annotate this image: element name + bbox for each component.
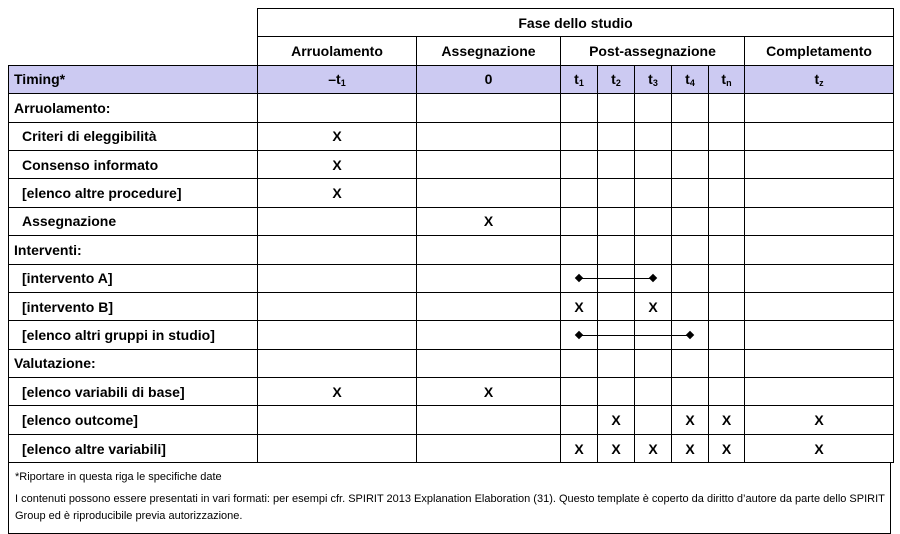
diamond-start-marker (575, 331, 583, 339)
timing-row (9, 65, 894, 93)
cell-t4 (672, 321, 709, 349)
cell-enrollment (258, 434, 417, 462)
section-row (9, 94, 894, 122)
cell-closeout (745, 122, 894, 150)
cell-closeout (745, 179, 894, 207)
cell-allocation (417, 150, 561, 178)
cell-t1: X (561, 292, 598, 320)
cell-t2 (598, 150, 635, 178)
table-row (9, 207, 894, 235)
cell-t4 (672, 264, 709, 292)
table-row (9, 434, 894, 462)
cell-t1 (561, 378, 598, 406)
timing-sub: 4 (689, 77, 695, 88)
cell-t4 (672, 292, 709, 320)
diamond-start-marker (575, 274, 583, 282)
corner-blank-cell (9, 9, 258, 37)
cell-closeout (745, 321, 894, 349)
cell-tn (709, 378, 745, 406)
cell-enrollment (258, 264, 417, 292)
timing-sub: z (819, 77, 824, 88)
cell-enrollment (258, 321, 417, 349)
cell-tn (709, 264, 745, 292)
table-row (9, 292, 894, 320)
timing-enrollment (258, 65, 417, 93)
section-title-enrollment: Arruolamento: (9, 94, 258, 122)
cell-enrollment: X (258, 378, 417, 406)
cell-tn (709, 292, 745, 320)
cell-allocation (417, 406, 561, 434)
timing-base: t (574, 70, 579, 87)
cell-t1 (561, 179, 598, 207)
cell-tn (709, 122, 745, 150)
phase-title: Fase dello studio (258, 9, 894, 37)
cell-tn (709, 321, 745, 349)
cell-t2 (598, 122, 635, 150)
cell-t3 (635, 150, 672, 178)
phase-enrollment: Arruolamento (258, 37, 417, 65)
cell-t3 (635, 179, 672, 207)
cell-t1 (561, 122, 598, 150)
cell-t2: X (598, 406, 635, 434)
cell-t1 (561, 207, 598, 235)
cell-closeout (745, 207, 894, 235)
diamond-end-marker (686, 331, 694, 339)
table-row (9, 321, 894, 349)
phase-post-allocation: Post-assegnazione (561, 37, 745, 65)
cell-t1: X (561, 434, 598, 462)
section-title-assessments: Valutazione: (9, 349, 258, 377)
cell-t3: X (635, 434, 672, 462)
table-row (9, 378, 894, 406)
timing-enrollment-base: –t (328, 70, 341, 87)
cell-enrollment: X (258, 150, 417, 178)
timing-base: t (648, 70, 653, 87)
cell-t4 (672, 150, 709, 178)
cell-t4 (672, 179, 709, 207)
cell-allocation (417, 122, 561, 150)
row-label: Consenso informato (9, 150, 258, 178)
timing-closeout (745, 65, 894, 93)
row-label: [intervento B] (9, 292, 258, 320)
cell-t3 (635, 378, 672, 406)
timing-t1 (561, 65, 598, 93)
table-row (9, 264, 894, 292)
cell-tn (709, 179, 745, 207)
table-row (9, 150, 894, 178)
spirit-schedule-figure (8, 8, 893, 534)
cell-t4 (672, 122, 709, 150)
cell-allocation (417, 179, 561, 207)
cell-enrollment: X (258, 179, 417, 207)
cell-closeout (745, 292, 894, 320)
cell-t1 (561, 321, 598, 349)
cell-tn: X (709, 406, 745, 434)
footnote-box (8, 463, 891, 534)
corner-blank-cell (9, 37, 258, 65)
cell-enrollment (258, 207, 417, 235)
timing-enrollment-sub: 1 (340, 77, 346, 88)
cell-allocation: X (417, 378, 561, 406)
cell-allocation (417, 292, 561, 320)
cell-t4: X (672, 406, 709, 434)
row-label: Criteri di eleggibilità (9, 122, 258, 150)
cell-t3 (635, 207, 672, 235)
cell-enrollment (258, 406, 417, 434)
timing-footnote: *Riportare in questa riga le specifiche date (15, 471, 222, 484)
row-label: [elenco altri gruppi in studio] (9, 321, 258, 349)
cell-t1 (561, 150, 598, 178)
row-label: [elenco altre variabili] (9, 434, 258, 462)
timing-base: t (721, 70, 727, 87)
cell-tn (709, 150, 745, 178)
table-row (9, 406, 894, 434)
copyright-footnote: I contenuti possono essere presentati in vari formati: per esempi cfr. SPIRIT 2013 Explanation Elaboration (31). Questo template è coperto da diritto d’autore da parte dello SPIRIT Group ed è riproducibile previa autorizzazione. (15, 493, 885, 523)
timing-sub: 1 (578, 77, 584, 88)
cell-allocation (417, 321, 561, 349)
cell-t2 (598, 207, 635, 235)
cell-allocation (417, 264, 561, 292)
section-title-interventions: Interventi: (9, 236, 258, 264)
cell-t1 (561, 264, 598, 292)
timing-t3 (635, 65, 672, 93)
cell-t3 (635, 264, 672, 292)
cell-t2 (598, 264, 635, 292)
cell-t3 (635, 122, 672, 150)
cell-t4 (672, 207, 709, 235)
cell-t2 (598, 292, 635, 320)
cell-t2 (598, 378, 635, 406)
cell-tn: X (709, 434, 745, 462)
phase-allocation: Assegnazione (417, 37, 561, 65)
cell-t2 (598, 321, 635, 349)
section-row (9, 349, 894, 377)
phase-names-row (9, 37, 894, 65)
table-row (9, 122, 894, 150)
timing-base: t (814, 70, 820, 87)
cell-enrollment: X (258, 122, 417, 150)
timing-label: Timing* (9, 65, 258, 93)
cell-tn (709, 207, 745, 235)
cell-closeout: X (745, 406, 894, 434)
table-row (9, 179, 894, 207)
timing-t2 (598, 65, 635, 93)
timing-t4 (672, 65, 709, 93)
row-label: [elenco variabili di base] (9, 378, 258, 406)
diamond-end-marker (649, 274, 657, 282)
schedule-table (8, 8, 894, 463)
timing-sub: n (726, 77, 732, 88)
phase-closeout: Completamento (745, 37, 894, 65)
cell-t3 (635, 406, 672, 434)
cell-allocation (417, 434, 561, 462)
phase-title-row (9, 9, 894, 37)
cell-closeout (745, 264, 894, 292)
timing-allocation: 0 (417, 65, 561, 93)
cell-enrollment (258, 292, 417, 320)
cell-t4: X (672, 434, 709, 462)
cell-closeout (745, 378, 894, 406)
cell-t2: X (598, 434, 635, 462)
cell-t2 (598, 179, 635, 207)
section-row (9, 236, 894, 264)
row-label: [elenco outcome] (9, 406, 258, 434)
cell-closeout (745, 150, 894, 178)
cell-t4 (672, 378, 709, 406)
timing-sub: 2 (615, 77, 621, 88)
cell-t3: X (635, 292, 672, 320)
timing-sub: 3 (652, 77, 658, 88)
row-label: [elenco altre procedure] (9, 179, 258, 207)
row-label: [intervento A] (9, 264, 258, 292)
cell-t1 (561, 406, 598, 434)
timing-base: t (685, 70, 690, 87)
cell-closeout: X (745, 434, 894, 462)
cell-allocation: X (417, 207, 561, 235)
timing-base: t (611, 70, 616, 87)
timing-tn (709, 65, 745, 93)
cell-t3 (635, 321, 672, 349)
row-label: Assegnazione (9, 207, 258, 235)
